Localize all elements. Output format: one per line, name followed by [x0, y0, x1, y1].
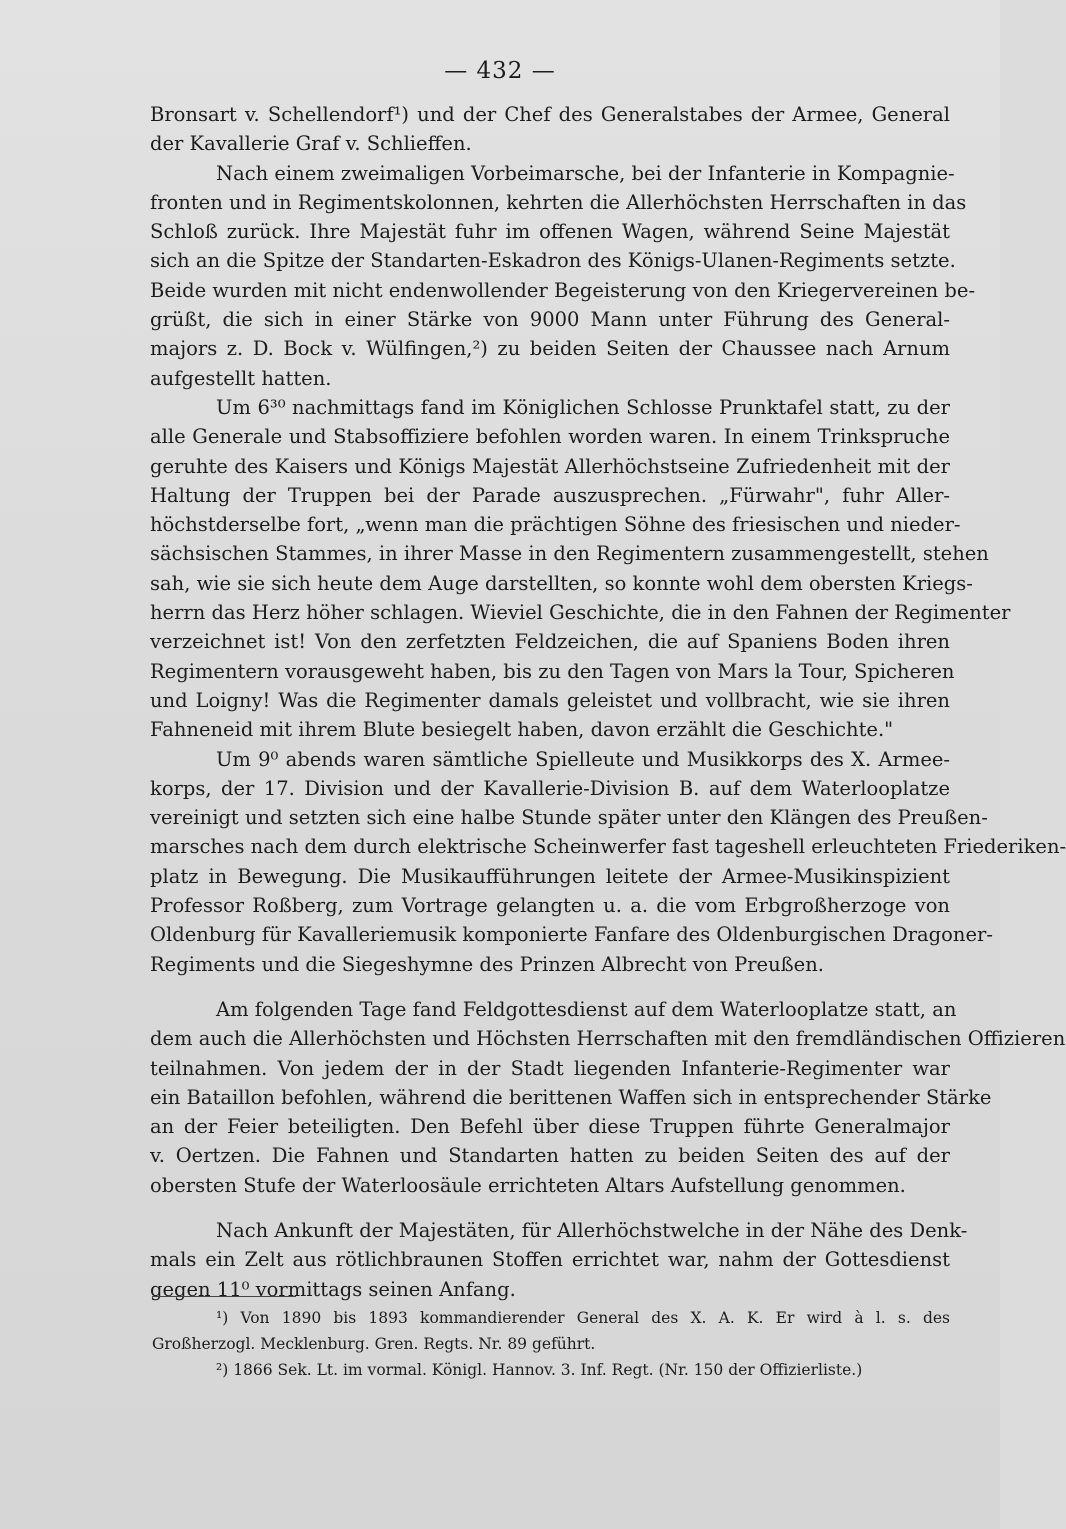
text-line: Bronsart v. Schellendorf¹) und der Chef des Generalstabes der Armee, General [150, 103, 950, 126]
text-line: mals ein Zelt aus rötlichbraunen Stoffen errichtet war, nahm der Gottesdienst [150, 1248, 950, 1272]
text-line: Haltung der Truppen bei der Parade auszusprechen. „Fürwahr", fuhr Aller- [150, 483, 950, 507]
text-line: verzeichnet ist! Von den zerfetzten Feldzeichen, die auf Spaniens Boden ihren [150, 630, 950, 654]
text-line: sah, wie sie sich heute dem Auge darstellten, so konnte wohl dem obersten Kriegs- [150, 571, 973, 595]
page-number: — 432 — [444, 58, 556, 84]
text-line: Regiments und die Siegeshymne des Prinzen Albrecht von Preußen. [150, 952, 824, 976]
text-line: Schloß zurück. Ihre Majestät fuhr im offenen Wagen, während Seine Majestät [150, 220, 950, 244]
text-line: v. Oertzen. Die Fahnen und Standarten hatten zu beiden Seiten des auf der [150, 1144, 950, 1168]
text-line: sich an die Spitze der Standarten-Eskadron des Königs-Ulanen-Regiments setzte. [150, 249, 956, 273]
text-line: gegen 11⁰ vormittags seinen Anfang. [150, 1277, 516, 1301]
text-line: Am folgenden Tage fand Feldgottesdienst auf dem Waterlooplatze statt, an [216, 997, 957, 1021]
footnote-divider [152, 1296, 296, 1297]
text-line: alle Generale und Stabsoffiziere befohlen worden waren. In einem Trinkspruche [150, 425, 950, 449]
footnote-2: ²) 1866 Sek. Lt. im vormal. Königl. Hannov. 3. Inf. Regt. (Nr. 150 der Offizierliste.) [216, 1361, 863, 1379]
text-line: höchstderselbe fort, „wenn man die prächtigen Söhne des friesischen und nieder- [150, 513, 961, 537]
text-line: fronten und in Regimentskolonnen, kehrten die Allerhöchsten Herrschaften in das [150, 190, 967, 214]
footnotes [152, 1305, 950, 1383]
text-line: majors z. D. Bock v. Wülfingen,²) zu beiden Seiten der Chaussee nach Arnum [150, 337, 950, 361]
text-line: vereinigt und setzten sich eine halbe Stunde später unter den Klängen des Preußen- [150, 806, 988, 830]
text-line: Um 9⁰ abends waren sämtliche Spielleute und Musikkorps des X. Armee- [216, 747, 950, 771]
text-line: dem auch die Allerhöchsten und Höchsten Herrschaften mit den fremdländischen Offizieren [150, 1027, 1066, 1051]
text-line: Fahneneid mit ihrem Blute besiegelt haben, davon erzählt die Geschichte." [150, 718, 894, 742]
text-line: korps, der 17. Division und der Kavallerie-Division B. auf dem Waterlooplatze [150, 776, 950, 800]
footnote-1: ¹) Von 1890 bis 1893 kommandierender General des X. A. K. Er wird à l. s. des [216, 1309, 950, 1327]
text-line: Nach einem zweimaligen Vorbeimarsche, bei der Infanterie in Kompagnie- [216, 161, 955, 185]
text-line: Professor Roßberg, zum Vortrage gelangten u. a. die vom Erbgroßherzoge von [150, 894, 950, 918]
text-line: und Loigny! Was die Regimenter damals geleistet und vollbracht, wie sie ihren [150, 688, 950, 712]
footnote-1-continued: Großherzogl. Mecklenburg. Gren. Regts. Nr. 89 geführt. [152, 1335, 596, 1353]
text-line: Regimentern vorausgeweht haben, bis zu den Tagen von Mars la Tour, Spicheren [150, 659, 955, 683]
text-line: Beide wurden mit nicht endenwollender Begeisterung von den Kriegervereinen be- [150, 278, 976, 302]
text-line: teilnahmen. Von jedem der in der Stadt liegenden Infanterie-Regimenter war [150, 1056, 950, 1080]
text-line: Um 6³⁰ nachmittags fand im Königlichen Schlosse Prunktafel statt, zu der [216, 395, 950, 419]
text-line: grüßt, die sich in einer Stärke von 9000 Mann unter Führung des General- [150, 308, 950, 332]
text-line: Oldenburg für Kavalleriemusik komponierte Fanfare des Oldenburgischen Dragoner- [150, 923, 993, 947]
text-line: aufgestellt hatten. [150, 366, 332, 390]
body-text [150, 100, 1066, 1304]
text-line: marsches nach dem durch elektrische Scheinwerfer fast tageshell erleuchteten Friederiken- [150, 835, 1066, 859]
text-line: sächsischen Stammes, in ihrer Masse in den Regimentern zusammengestellt, stehen [150, 542, 989, 566]
text-line: Nach Ankunft der Majestäten, für Allerhöchstwelche in der Nähe des Denk- [216, 1218, 968, 1242]
text-line: platz in Bewegung. Die Musikaufführungen leitete der Armee-Musikinspizient [150, 864, 950, 888]
text-line: der Kavallerie Graf v. Schlieffen. [150, 132, 472, 156]
text-line: herrn das Herz höher schlagen. Wieviel Geschichte, die in den Fahnen der Regimenter [150, 601, 1011, 625]
text-line: geruhte des Kaisers und Königs Majestät Allerhöchstseine Zufriedenheit mit der [150, 454, 950, 478]
text-line: ein Bataillon befohlen, während die berittenen Waffen sich in entsprechender Stärke [150, 1085, 992, 1109]
text-line: obersten Stufe der Waterloosäule errichteten Altars Aufstellung genommen. [150, 1173, 906, 1197]
text-line: an der Feier beteiligten. Den Befehl über diese Truppen führte Generalmajor [150, 1115, 950, 1139]
